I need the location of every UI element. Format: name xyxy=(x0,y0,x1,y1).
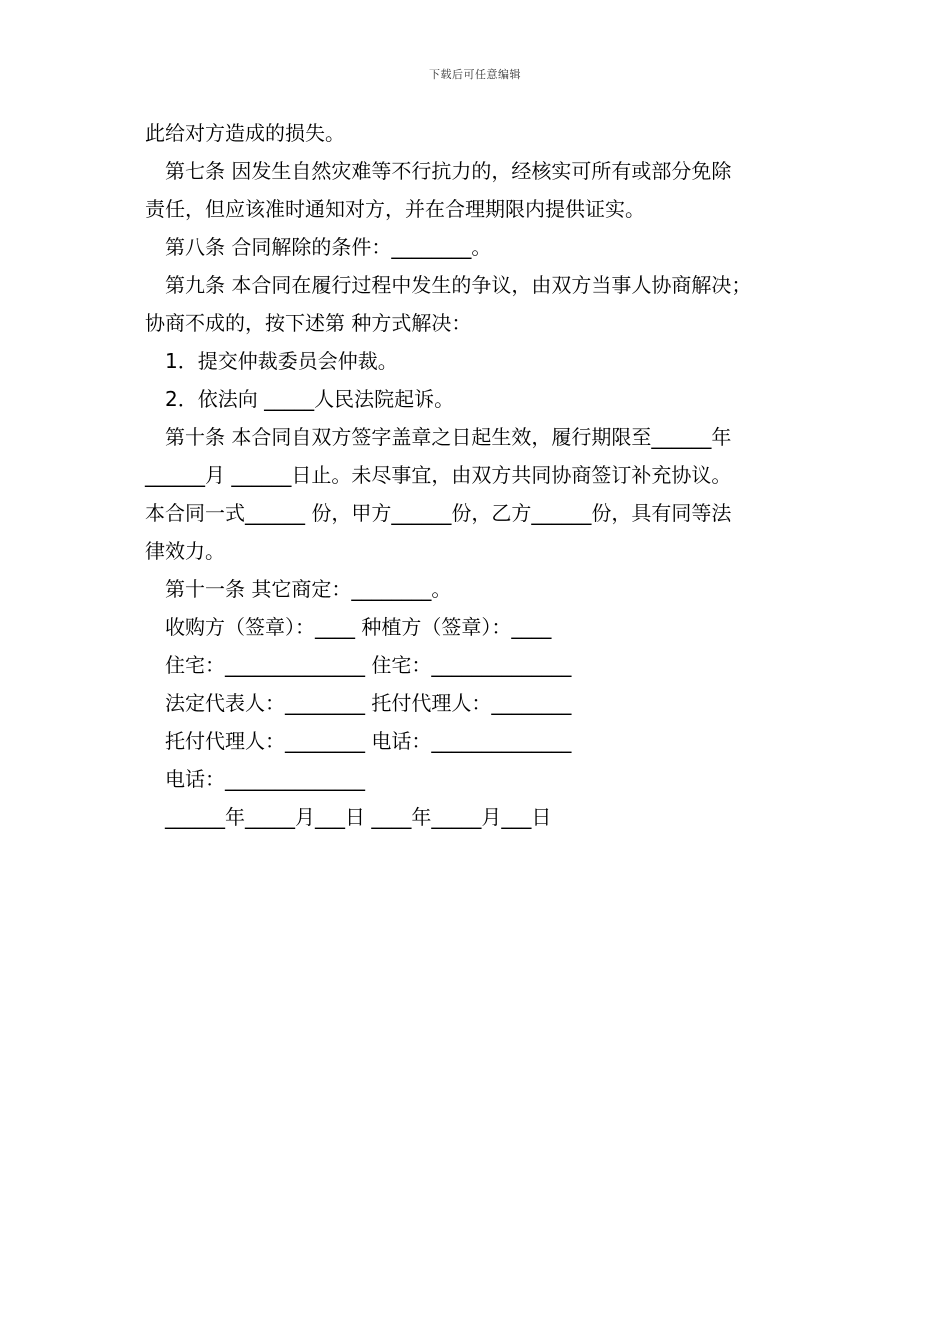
article-11: 第十一条 其它商定：________。 xyxy=(165,577,452,601)
signature-phone-line: 电话：______________ xyxy=(165,767,365,791)
article-7-line-2: 责任，但应该准时通知对方，并在合理期限内提供证实。 xyxy=(145,197,645,221)
article-10-line-3: 本合同一式______ 份，甲方______份，乙方______份，具有同等法 xyxy=(145,501,732,525)
article-7-line-1: 第七条 因发生自然灾难等不行抗力的，经核实可所有或部分免除 xyxy=(165,159,732,183)
option-arbitration: 1．提交仲裁委员会仲裁。 xyxy=(165,349,398,373)
page-header-note: 下载后可任意编辑 xyxy=(429,68,521,81)
signature-agent-phone-line: 托付代理人：________ 电话：______________ xyxy=(165,729,572,753)
signature-address-line: 住宅：______________ 住宅：______________ xyxy=(165,653,572,677)
article-8: 第八条 合同解除的条件：________。 xyxy=(165,235,492,259)
signature-date-line: ______年_____月___日 ____年_____月___日 xyxy=(165,805,552,829)
document-body xyxy=(145,114,813,836)
article-10-line-4: 律效力。 xyxy=(145,539,225,563)
article-10-line-2: ______月 ______日止。未尽事宜，由双方共同协商签订补充协议。 xyxy=(145,463,732,487)
signature-block xyxy=(145,608,813,836)
article-9-line-2: 协商不成的，按下述第 种方式解决： xyxy=(145,311,472,335)
signature-seal-line: 收购方（签章）：____ 种植方（签章）：____ xyxy=(165,615,552,639)
article-9-line-1: 第九条 本合同在履行过程中发生的争议，由双方当事人协商解决； xyxy=(165,273,752,297)
paragraph-line-1: 此给对方造成的损失。 xyxy=(145,121,345,145)
option-court: 2．依法向 _____人民法院起诉。 xyxy=(165,387,455,411)
article-10-line-1: 第十条 本合同自双方签字盖章之日起生效，履行期限至______年 xyxy=(165,425,732,449)
signature-representative-line: 法定代表人：________ 托付代理人：________ xyxy=(165,691,572,715)
